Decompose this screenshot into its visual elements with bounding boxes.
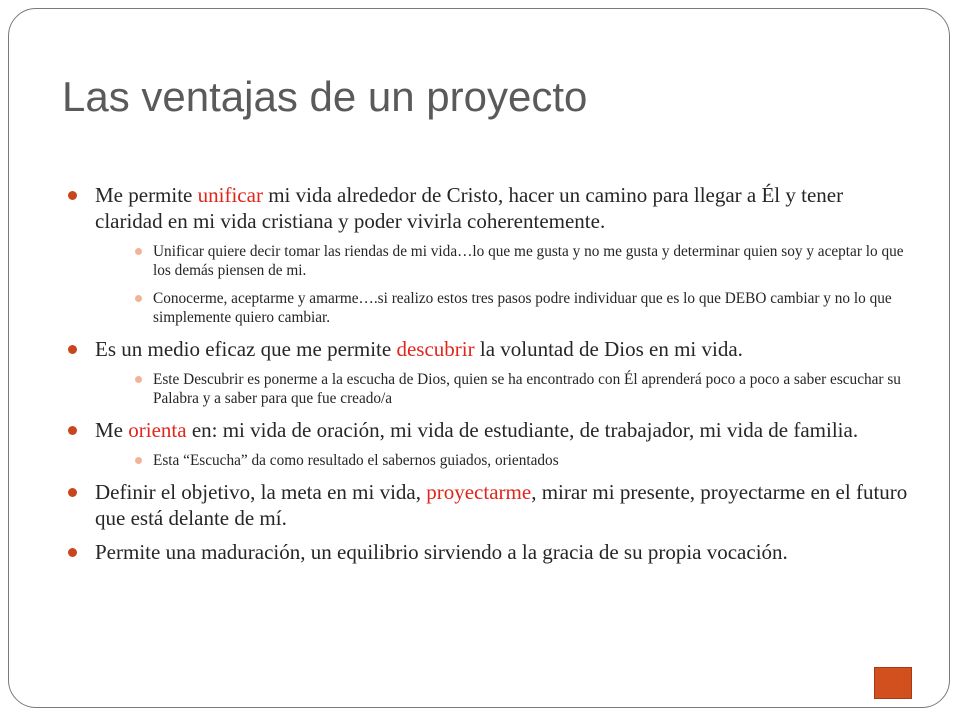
sub-bullet-text: Conocerme, aceptarme y amarme….si realizo estos tres pasos podre individuar que es lo que DEBO cambiar y no lo que simplemente quiero cambiar. [153, 290, 892, 326]
sub-bullet-text: Unificar quiere decir tomar las riendas de mi vida…lo que me gusta y no me gusta y determinar quien soy y aceptar lo que los demás piensen de mi. [153, 243, 904, 279]
bullet-descubrir [62, 336, 912, 362]
bullet-text: Me permite [95, 183, 198, 207]
sub-bullet-dot-icon [135, 376, 142, 383]
corner-accent-box [874, 667, 912, 699]
slide-title: Las ventajas de un proyecto [62, 73, 588, 120]
bullet-text: la voluntad de Dios en mi vida. [474, 337, 743, 361]
bullet-dot-icon [68, 548, 77, 557]
highlight-word: descubrir [396, 337, 475, 361]
bullet-orienta [62, 417, 912, 443]
bullet-maduracion [62, 539, 912, 565]
bullet-proyectarme [62, 479, 912, 531]
sub-bullet-dot-icon [135, 295, 142, 302]
bullet-text: Permite una maduración, un equilibrio sirviendo a la gracia de su propia vocación. [95, 540, 788, 564]
highlight-word: unificar [197, 183, 263, 207]
sub-bullet [62, 451, 912, 470]
bullet-dot-icon [68, 345, 77, 354]
highlight-word: orienta [128, 418, 187, 442]
bullet-text: mi vida alrededor de Cristo, hacer un camino para llegar a Él y tener claridad en mi vida cristiana y poder vivirla coherentemente. [95, 183, 844, 233]
sub-bullet-dot-icon [135, 457, 142, 464]
sub-bullet [62, 242, 912, 280]
bullet-text: en: mi vida de oración, mi vida de estudiante, de trabajador, mi vida de familia. [186, 418, 859, 442]
bullet-dot-icon [68, 191, 77, 200]
bullet-dot-icon [68, 488, 77, 497]
sub-bullet-text: Este Descubrir es ponerme a la escucha de Dios, quien se ha encontrado con Él aprenderá poco a poco a saber escuchar su Palabra y a saber para que fue creado/a [153, 371, 901, 407]
bullet-unificar [62, 182, 912, 234]
slide-content [62, 182, 912, 573]
sub-bullet [62, 370, 912, 408]
highlight-word: proyectarme [426, 480, 532, 504]
sub-bullet-dot-icon [135, 248, 142, 255]
bullet-text: Es un medio eficaz que me permite [95, 337, 397, 361]
sub-bullet-text: Esta “Escucha” da como resultado el sabernos guiados, orientados [153, 452, 559, 469]
bullet-text: Definir el objetivo, la meta en mi vida, [95, 480, 427, 504]
bullet-text: , mirar mi presente, proyectarme en el futuro que está delante de mí. [95, 480, 908, 530]
bullet-dot-icon [68, 426, 77, 435]
sub-bullet [62, 289, 912, 327]
bullet-text: Me [95, 418, 129, 442]
